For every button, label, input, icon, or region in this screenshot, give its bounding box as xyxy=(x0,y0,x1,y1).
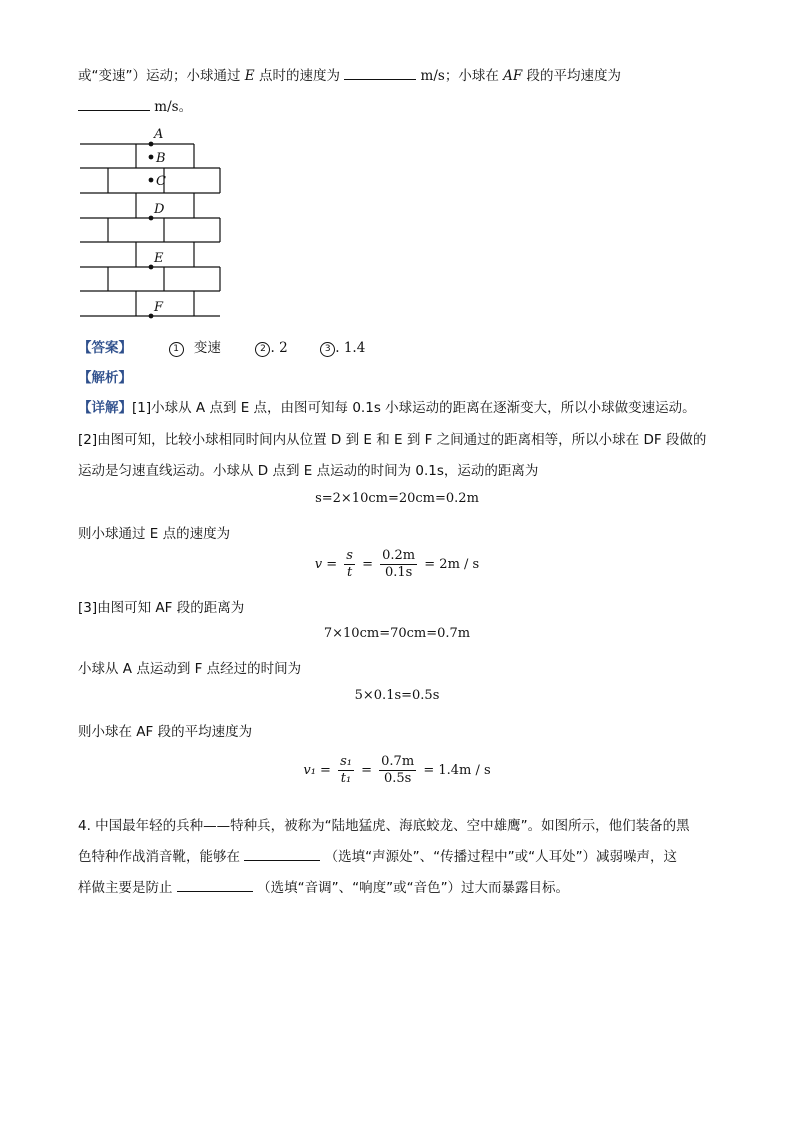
intro-text-1: 或“变速”）运动；小球通过 xyxy=(78,68,241,84)
answer-blank-3[interactable] xyxy=(78,96,150,111)
equation-distance-af: 7×10cm=70cm=0.7m xyxy=(323,626,471,641)
answer-tag: 【答案】 xyxy=(78,340,132,356)
eq2-lhs: v = xyxy=(314,557,338,572)
eq5-fraction-2 xyxy=(379,754,416,787)
analysis-p1: [1]小球从 A 点到 E 点，由图可知每 0.1s 小球运动的距离在逐渐变大，所以小球做变速运动。 xyxy=(132,400,696,416)
equation-velocity-e xyxy=(0,548,794,581)
eq5-lhs: v₁ = xyxy=(303,763,331,778)
eq2-rhs: = 2m / s xyxy=(424,557,480,572)
q4-text-3a: 样做主要是防止 xyxy=(78,880,173,896)
ball-f xyxy=(149,314,154,319)
eq5-f2-den: 0.5s xyxy=(383,771,412,786)
equation-distance-de: s=2×10cm=20cm=0.2m xyxy=(315,491,479,506)
answer-line xyxy=(78,336,365,357)
label-a: A xyxy=(154,127,164,142)
answer-1-text: 变速 xyxy=(193,340,221,356)
intro-text-2: 点时的速度为 xyxy=(258,68,340,84)
label-c: C xyxy=(156,174,166,189)
q4-answer-blank-1[interactable] xyxy=(244,846,320,861)
analysis-para-5: 小球从 A 点运动到 F 点经过的时间为 xyxy=(78,661,302,677)
analysis-para-2b: 运动是匀速直线运动。小球从 D 点到 E 点运动的时间为 0.1s，运动的距离为 xyxy=(78,463,539,479)
intro-text-3: 段的平均速度为 xyxy=(526,68,622,84)
intro-unit-2: m/s。 xyxy=(154,99,193,115)
q4-text-3b: （选填“音调”、“响度”或“音色”）过大而暴露目标。 xyxy=(257,880,570,896)
q4-text-2b: （选填“声源处”、“传播过程中”或“人耳处”）减弱噪声，这 xyxy=(324,849,678,865)
intro-unit-1: m/s；小球在 xyxy=(420,68,499,84)
eq5-fraction-1 xyxy=(338,754,354,787)
segment-af-label: AF xyxy=(503,68,523,84)
detail-tag: 【详解】 xyxy=(78,400,132,416)
q4-text-2a: 色特种作战消音靴，能够在 xyxy=(78,849,240,865)
eq5-f1-den: t₁ xyxy=(340,771,352,786)
eq5-rhs: = 1.4m / s xyxy=(423,763,491,778)
q4-answer-blank-2[interactable] xyxy=(177,877,253,892)
analysis-para-6: 则小球在 AF 段的平均速度为 xyxy=(78,724,253,740)
intro-line-2 xyxy=(78,95,192,115)
point-e-label: E xyxy=(244,68,255,84)
eq2-fraction-1 xyxy=(344,548,355,581)
eq2-fraction-2 xyxy=(380,548,417,581)
eq5-f2-num: 0.7m xyxy=(381,754,415,769)
question-4-line-2 xyxy=(78,845,677,865)
intro-line-1 xyxy=(78,64,621,84)
answer-2-num: 2 xyxy=(255,342,270,357)
eq2-f2-num: 0.2m xyxy=(382,548,416,563)
answer-1-num: 1 xyxy=(169,342,184,357)
ball-b xyxy=(149,155,154,160)
brick-wall-figure xyxy=(76,124,226,320)
question-4-line-3 xyxy=(78,876,569,896)
analysis-para-2a: [2]由图可知，比较小球相同时间内从位置 D 到 E 和 E 到 F 之间通过的距离相等，所以小球在 DF 段做的 xyxy=(78,432,707,448)
answer-3-num: 3 xyxy=(320,342,335,357)
eq2-f2-den: 0.1s xyxy=(384,565,413,580)
ball-a xyxy=(149,142,154,147)
label-f: F xyxy=(154,300,164,315)
label-b: B xyxy=(156,151,166,166)
label-e: E xyxy=(154,251,164,266)
ball-d xyxy=(149,216,154,221)
eq2-f1-num: s xyxy=(346,548,353,563)
answer-2-text: . 2 xyxy=(270,340,288,356)
eq5-f1-num: s₁ xyxy=(340,754,352,769)
eq2-f1-den: t xyxy=(346,565,353,580)
eq5-equals: = xyxy=(361,763,373,778)
analysis-para-1 xyxy=(78,396,696,416)
answer-blank-2[interactable] xyxy=(344,65,416,80)
equation-average-velocity xyxy=(0,754,794,787)
analysis-heading xyxy=(78,366,132,386)
ball-e xyxy=(149,265,154,270)
label-d: D xyxy=(154,202,165,217)
brick-lines xyxy=(80,144,220,316)
answer-3-text: . 1.4 xyxy=(335,340,366,356)
analysis-para-4: [3]由图可知 AF 段的距离为 xyxy=(78,600,245,616)
analysis-para-3: 则小球通过 E 点的速度为 xyxy=(78,526,231,542)
question-4-line-1: 4. 中国最年轻的兵种——特种兵，被称为“陆地猛虎、海底蛟龙、空中雄鹰”。如图所示，他们装备的黑 xyxy=(78,818,690,834)
equation-time-af: 5×0.1s=0.5s xyxy=(354,688,440,703)
ball-c xyxy=(149,178,154,183)
analysis-tag: 【解析】 xyxy=(78,370,132,386)
eq2-equals: = xyxy=(362,557,373,572)
